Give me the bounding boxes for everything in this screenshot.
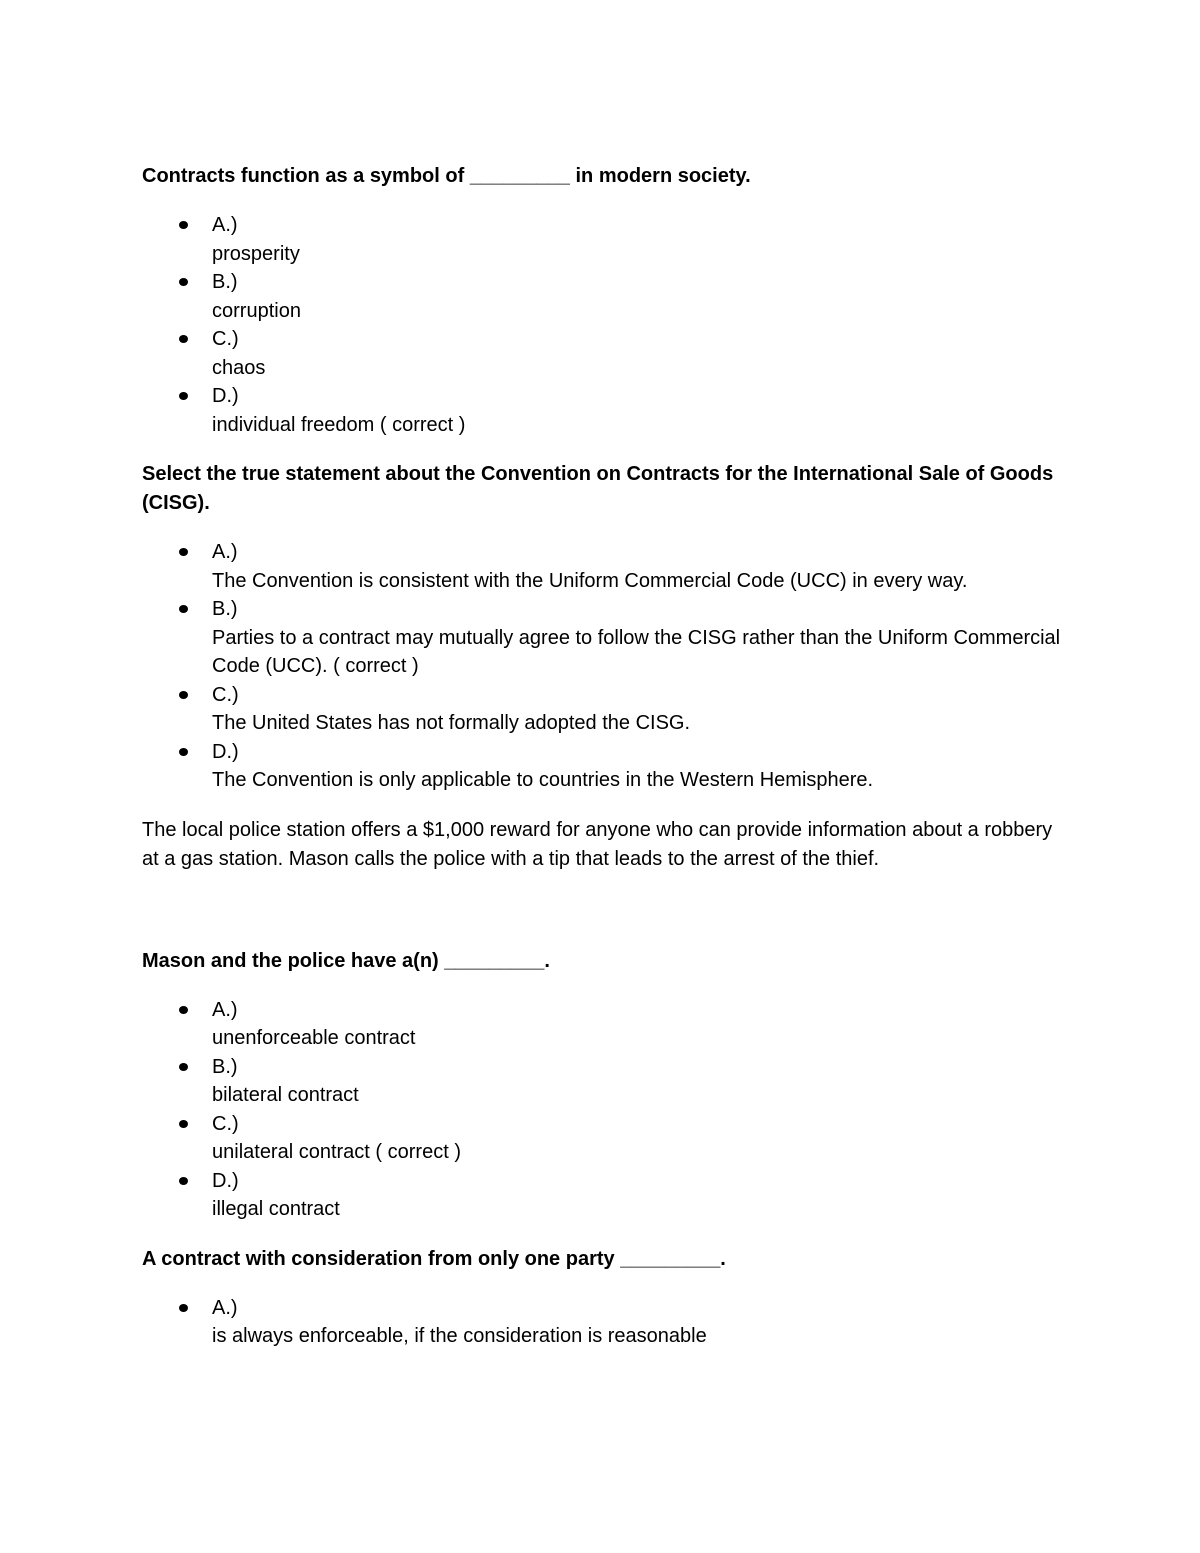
option-letter: D.)	[212, 740, 239, 763]
option-letter: B.)	[212, 598, 238, 620]
option-answer: bilateral contract	[212, 1084, 359, 1106]
bullet-icon	[179, 1304, 188, 1312]
question-3: Mason and the police have a(n) _________.	[142, 949, 550, 972]
option-answer: Parties to a contract may mutually agree to follow the CISG rather than the Uniform Commercial Code (UCC). ( correct )	[212, 626, 1061, 677]
bullet-icon	[179, 1177, 188, 1185]
option-letter: D.)	[212, 1169, 239, 1192]
option-item	[212, 1167, 1072, 1224]
option-answer: chaos	[212, 356, 266, 379]
option-item	[212, 1294, 1072, 1351]
question-1-options	[142, 211, 1072, 439]
option-item	[212, 738, 1072, 795]
option-item	[212, 325, 1072, 382]
question-1: Contracts function as a symbol of _________ in modern society.	[142, 165, 751, 187]
question-4-options	[142, 1294, 1072, 1351]
bullet-icon	[179, 221, 188, 229]
option-answer: The United States has not formally adopted the CISG.	[212, 712, 691, 734]
document-page	[142, 162, 1072, 1372]
option-answer: The Convention is only applicable to countries in the Western Hemisphere.	[212, 769, 874, 791]
option-letter: B.)	[212, 1055, 238, 1078]
option-item	[212, 211, 1072, 268]
option-letter: A.)	[212, 214, 238, 236]
option-answer: The Convention is consistent with the Uniform Commercial Code (UCC) in every way.	[212, 569, 968, 592]
option-letter: A.)	[212, 1296, 238, 1319]
option-answer: illegal contract	[212, 1198, 340, 1220]
option-letter: B.)	[212, 271, 238, 293]
option-item	[212, 681, 1072, 738]
bullet-icon	[179, 278, 188, 286]
option-letter: C.)	[212, 328, 239, 350]
option-answer: individual freedom ( correct )	[212, 413, 466, 436]
option-letter: A.)	[212, 541, 238, 563]
option-letter: D.)	[212, 385, 239, 407]
option-letter: A.)	[212, 998, 238, 1021]
option-item	[212, 538, 1072, 595]
bullet-icon	[179, 1006, 188, 1014]
option-item	[212, 996, 1072, 1053]
question-4: A contract with consideration from only one party _________.	[142, 1247, 726, 1270]
option-answer: unenforceable contract	[212, 1027, 416, 1049]
question-2: Select the true statement about the Convention on Contracts for the International Sale of Goods (CISG).	[142, 463, 1054, 514]
option-answer: unilateral contract ( correct )	[212, 1141, 461, 1163]
question-3-options	[142, 996, 1072, 1224]
bullet-icon	[179, 1120, 188, 1128]
option-item	[212, 595, 1072, 681]
option-item	[212, 1110, 1072, 1167]
question-2-options	[142, 538, 1072, 795]
bullet-icon	[179, 691, 188, 699]
option-answer: prosperity	[212, 242, 300, 265]
scenario-paragraph: The local police station offers a $1,000 reward for anyone who can provide information about a robbery at a gas station. Mason calls the police with a tip that leads to the arrest of the thief.	[142, 818, 1053, 870]
bullet-icon	[179, 548, 188, 556]
bullet-icon	[179, 748, 188, 756]
bullet-icon	[179, 335, 188, 343]
option-item	[212, 382, 1072, 439]
option-item	[212, 1053, 1072, 1110]
option-answer: is always enforceable, if the consideration is reasonable	[212, 1325, 707, 1347]
option-answer: corruption	[212, 299, 301, 322]
bullet-icon	[179, 392, 188, 400]
option-item	[212, 268, 1072, 325]
option-letter: C.)	[212, 683, 239, 706]
bullet-icon	[179, 605, 188, 613]
bullet-icon	[179, 1063, 188, 1071]
option-letter: C.)	[212, 1112, 239, 1135]
